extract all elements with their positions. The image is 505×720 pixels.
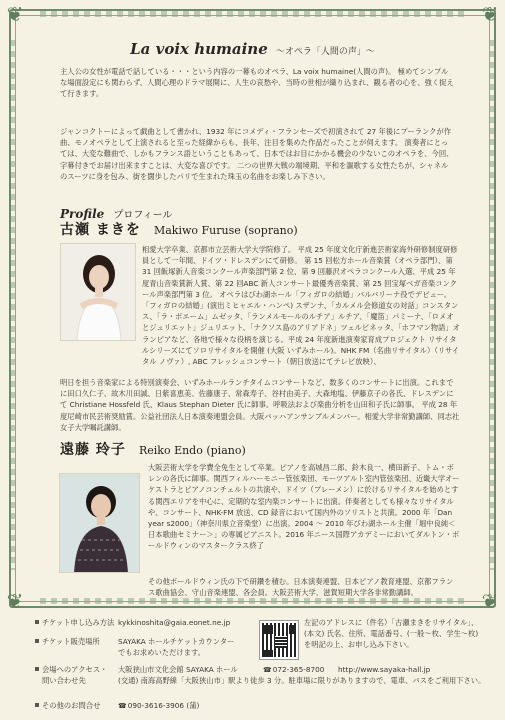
corner-ornament-icon: ❦ xyxy=(6,589,24,613)
venue-contact-label: 問い合わせ先 xyxy=(42,676,86,685)
venue-phone[interactable]: 072-365-8700 xyxy=(272,665,325,674)
ticket-email-link[interactable]: kykkinoshita@gaia.eonet.ne.jp xyxy=(118,618,231,627)
venue-name: 大阪狭山市文化会館 SAYAKA ホール xyxy=(118,665,238,674)
venue-access-label: 会場へのアクセス・ xyxy=(35,664,107,675)
other-inquiry-contact xyxy=(118,700,199,712)
soprano-biography-continued: 明日を担う音楽家による特別演奏会、いずみホールランチタイムコンサートなど、数多くのコンサートに出演。これまでに田口久仁子、故木川田誠、日紫喜恵美、佐藤康子、常森寿子、谷村由美子、大森地塩、伊藤京子の各氏、ドレスデンにて Christiane Hossfeld 氏、Klaus Stephan Dieter 氏に師事。呼吸法および楽曲分析を山田和子氏に師事。 平成 28 年度尼崎市民芸術奨励賞。公益社団法人日本演奏連盟会員。大阪バッハアンサンブルメンバー。相愛大学非常勤講師、同志社女子大学嘱託講師。 xyxy=(60,378,460,432)
corner-ornament-icon: ❦ xyxy=(481,2,499,26)
ticket-sales-value-1: SAYAKA ホールチケットカウンター xyxy=(118,637,235,646)
page-title xyxy=(60,39,445,61)
venue-phone-block xyxy=(263,664,323,676)
title-japanese: ～オペラ「人間の声」～ xyxy=(275,47,375,57)
pianist-biography-continued: その他ボールドウィン氏の下で研鑽を積む。日本演奏連盟、日本ピアノ教育連盟、京都フランス歌曲協会、守山音楽連盟、各会員。大阪芸術大学、滋賀短期大学各非常勤講師。 xyxy=(148,577,454,598)
ticket-sales-label: チケット販売場所 xyxy=(35,636,100,647)
profile-heading-ja: プロフィール xyxy=(113,210,173,221)
ticket-method-label: チケット申し込み方法 xyxy=(35,617,114,628)
story-paragraph: ジャンコクトーによって戯曲として書かれ、1932 年にコメディ・フランセーズで初演されて 27 年後にプーランクが作曲、モノオペラとして上演されると至った経緯からも、長年、注目を集めた作品だったことが伺えます。 演奏者にとっては、大変な難曲で、しかもフランス語ということもあって、日本ではお目にかかる機会の少ないこのオペラを、今回、字幕付きでお届け出来ますことは、大変な喜びです。 二つの世界大戦の端境期、平和を謳歌する女性たちが、シャネルのスーツに身を包み、街を闊歩したパリで生まれた珠玉の名曲をお楽しみ下さい。 xyxy=(60,127,454,181)
qr-code-pattern xyxy=(275,636,287,648)
corner-ornament-icon: ❦ xyxy=(481,589,499,613)
other-contact-name: (蒲) xyxy=(186,701,200,710)
artist-name-piano xyxy=(60,439,246,459)
vine-border-bottom xyxy=(40,598,465,604)
artist-name-en: Reiko Endo (piano) xyxy=(138,444,246,457)
ticket-instructions-3: を明記の上、お申し込み下さい。 xyxy=(304,640,414,649)
ticket-instructions-2: (本文) 氏名、住所、電話番号、(一般～枚、学生～枚) xyxy=(304,629,479,638)
venue-url-link[interactable]: http://www.sayaka-hall.jp xyxy=(338,665,431,674)
phone-icon: ☎ xyxy=(118,702,127,710)
vine-border-right xyxy=(490,40,494,570)
profile-heading-en: Profile xyxy=(60,207,105,221)
other-inquiry-label: その他のお問合せ xyxy=(35,700,100,711)
soprano-portrait-photo xyxy=(60,243,136,341)
qr-code[interactable] xyxy=(260,621,298,659)
pianist-biography: 大阪芸術大学を学費全免生として卒業。ピアノを高城昌二郎、鈴木良一、横田新子、トム・ボレンの各氏に師事。関西フィルハーモニー管弦楽団、モーツアルト室内管弦楽団、近畿大学オーケストラとピアノコンチェルトの共演や、ドイツ（ブレーメン）に於けるリサイタルを始めとする関西エリアを中心に、定期的な室内楽コンサートに出演。伴奏者としても様々なリサイタルや、コンサート、NHK-FM 放送、CD 録音において国内外のソリストと共演。2000 年「Dan year s2000」（神奈川県立音楽堂）に出演。2004 ～ 2010 年びわ湖ホール主催「堀中良純＜日本歌曲セミナー＞」の専属ピアニスト。2016 年ニース国際アカデミーにおいてダルトン・ボールドウィンのマスタークラス終了 xyxy=(148,463,460,551)
access-directions: (交通) 南海高野線「大阪狭山市」駅より徒歩 3 分。駐車場に限りがありますので、電車、バスをご利用下さい。 xyxy=(118,676,486,685)
other-phone[interactable]: 090-3616-3906 xyxy=(127,701,185,710)
artist-name-soprano xyxy=(60,219,298,239)
title-french: La voix humaine xyxy=(130,40,268,58)
intro-paragraph: 主人公の女性が電話で話している・・・という内容の一幕ものオペラ、La voix humaine(人間の声)。 極めてシンプルな場面設定にも関わらず、人間心理のドラマ展開に、人生の哀愁や、当時の世相が織り込まれ、観る者の心を、強く捉えて行きます。 xyxy=(60,67,454,99)
artist-name-ja: 古瀬 まきを xyxy=(60,222,141,238)
corner-ornament-icon: ❦ xyxy=(6,2,24,26)
ticket-instructions-1: 左記のアドレスに（件名）「古瀬まきをリサイタル」、 xyxy=(304,618,479,627)
ticket-info-section xyxy=(0,614,505,720)
artist-name-en: Makiwo Furuse (soprano) xyxy=(153,224,298,237)
phone-icon: ☎ xyxy=(263,666,272,674)
ticket-sales-value-2: でもお求めいただけます。 xyxy=(118,648,205,657)
vine-border-top xyxy=(40,11,465,17)
soprano-biography: 相愛大学卒業、京都市立芸術大学大学院修了。 平成 25 年度文化庁新進芸術家海外研修制度研修員として一年間、ドイツ・ドレスデンにて研修。 第 15 回松方ホール音楽賞（オペラ部門）、第 31 回飯塚新人音楽コンクール声楽部門第 2 位、第 9 回藤沢オペラコンクール入選、平成 25 年度青山音楽賞新人賞、第 22 回ABC 新人コンサート最優秀音楽賞、第 25 回宝塚ベガ音楽コンクール声楽部門第 3 位。 オペラはびわ湖ホール「フィガロの結婚」バルバリーナ役でデビュー。「フィガロの結婚」(演出ミヒャエル・ハンペ) スザンナ、「カルメル会修道女の対話」コンスタンス、「ラ・ボエーム」ムゼッタ、「ランメルモールのルチア」ルチア、「魔笛」パミーナ、「ロメオとジュリエット」ジュリエット、「ナクソス島のアリアドネ」ツェルビネッタ、「ホフマン物語」オランピアなど、各地で様々な役柄を演じる。平成 24 年度新進演奏家育成プロジェクト リサイタルシリーズにてソロリサイタルを開催 (大阪 いずみホール)。NHK FM（名曲リサイタル）（リサイタル ノヴァ）, ABC フレッシュコンサート（朝日放送にてテレビ放映）、 xyxy=(142,245,460,367)
pianist-portrait-photo xyxy=(59,473,140,573)
artist-name-ja: 遠藤 玲子 xyxy=(60,442,126,458)
vine-border-left xyxy=(11,40,15,570)
